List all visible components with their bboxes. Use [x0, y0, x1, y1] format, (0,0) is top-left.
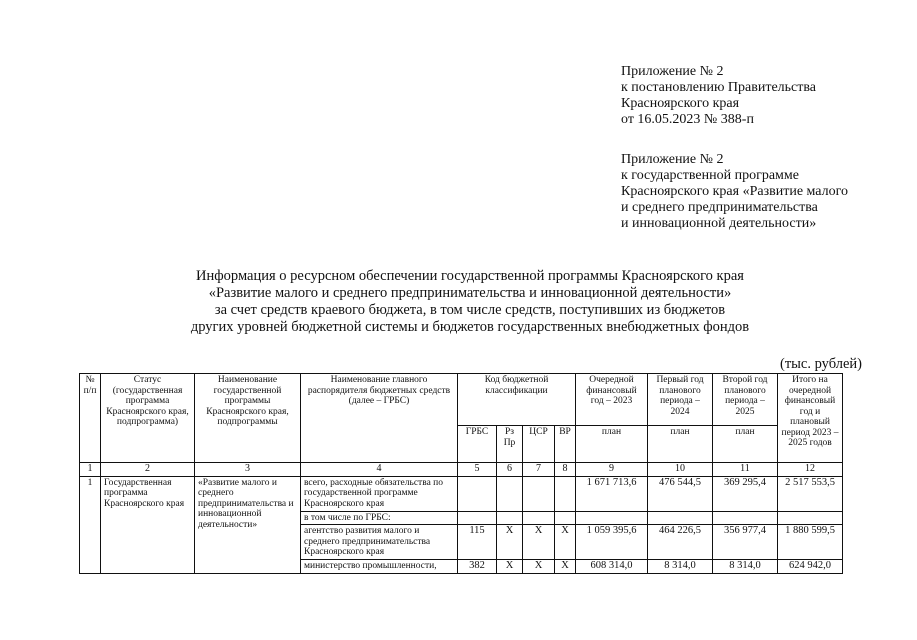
header-grbs-name: Наименование главного распорядителя бюджетных средств (далее – ГРБС): [301, 374, 458, 463]
approval-block-program: [621, 152, 848, 232]
row-program-name: «Развитие малого и среднего предпринимательства и инновационной деятельности»: [195, 476, 301, 573]
column-number: 12: [778, 463, 843, 477]
column-number: 10: [648, 463, 713, 477]
rzpr-cell: Х: [497, 525, 523, 560]
header-rzpr: Рз Пр: [497, 426, 523, 463]
value-total: 624 942,0: [778, 560, 843, 574]
csr-cell: [523, 476, 555, 511]
header-grbs: ГРБС: [458, 426, 497, 463]
column-number-row: [80, 463, 843, 477]
header-csr: ЦСР: [523, 426, 555, 463]
column-number: 3: [195, 463, 301, 477]
approval-line: Красноярского края «Развитие малого: [621, 184, 849, 199]
resource-table: [79, 373, 843, 574]
header-vr: ВР: [555, 426, 576, 463]
column-number: 2: [101, 463, 195, 477]
column-number: 7: [523, 463, 555, 477]
vr-cell: [555, 511, 576, 525]
grbs-name-cell: всего, расходные обязательства по государственной программе Красноярского края: [301, 476, 458, 511]
column-number: 1: [80, 463, 101, 477]
header-status: Статус (государственная программа Красноярского края, подпрограмма): [101, 374, 195, 463]
approval-line: и среднего предпринимательства: [621, 200, 818, 215]
approval-line: Приложение № 2: [621, 64, 724, 79]
row-status: Государственная программа Красноярского края: [101, 476, 195, 573]
vr-cell: Х: [555, 525, 576, 560]
grbs-cell: [458, 511, 497, 525]
grbs-name-cell: министерство промышленности,: [301, 560, 458, 574]
csr-cell: Х: [523, 560, 555, 574]
row-number: 1: [80, 476, 101, 573]
vr-cell: [555, 476, 576, 511]
header-plan: план: [713, 426, 778, 463]
value-2024: 464 226,5: [648, 525, 713, 560]
approval-line: и инновационной деятельности»: [621, 216, 817, 231]
grbs-name-cell: агентство развития малого и среднего предпринимательства Красноярского края: [301, 525, 458, 560]
value-2024: [648, 511, 713, 525]
value-2024: 476 544,5: [648, 476, 713, 511]
approval-line: к постановлению Правительства: [621, 80, 817, 95]
column-number: 11: [713, 463, 778, 477]
title-line: за счет средств краевого бюджета, в том числе средств, поступивших из бюджетов: [214, 302, 726, 318]
value-2024: 8 314,0: [648, 560, 713, 574]
header-row: [80, 374, 843, 426]
column-number: 4: [301, 463, 458, 477]
value-total: 2 517 553,5: [778, 476, 843, 511]
header-program-name: Наименование государственной программы Красноярского края, подпрограммы: [195, 374, 301, 463]
value-2023: 608 314,0: [576, 560, 648, 574]
title-line: Информация о ресурсном обеспечении государственной программы Красноярского края: [196, 268, 744, 284]
column-number: 8: [555, 463, 576, 477]
document-title: [150, 268, 790, 336]
value-2023: [576, 511, 648, 525]
approval-block-resolution: [621, 64, 816, 128]
value-total: 1 880 599,5: [778, 525, 843, 560]
rzpr-cell: Х: [497, 560, 523, 574]
rzpr-cell: [497, 511, 523, 525]
value-2023: 1 059 395,6: [576, 525, 648, 560]
column-number: 9: [576, 463, 648, 477]
approval-line: Приложение № 2: [621, 152, 724, 167]
approval-line: к государственной программе: [621, 168, 799, 183]
header-plan: план: [648, 426, 713, 463]
header-year-2024: Первый год планового периода – 2024: [648, 374, 713, 426]
grbs-cell: [458, 476, 497, 511]
column-number: 5: [458, 463, 497, 477]
header-year-2025: Второй год планового периода – 2025: [713, 374, 778, 426]
units-label: (тыс. рублей): [780, 356, 862, 372]
vr-cell: Х: [555, 560, 576, 574]
header-total: Итого на очередной финансовый год и плановый период 2023 – 2025 годов: [778, 374, 843, 463]
value-2025: 369 295,4: [713, 476, 778, 511]
value-2023: 1 671 713,6: [576, 476, 648, 511]
header-plan: план: [576, 426, 648, 463]
rzpr-cell: [497, 476, 523, 511]
header-num: № п/п: [80, 374, 101, 463]
csr-cell: [523, 511, 555, 525]
title-line: других уровней бюджетной системы и бюджетов государственных внебюджетных фондов: [190, 319, 750, 335]
grbs-cell: 115: [458, 525, 497, 560]
csr-cell: Х: [523, 525, 555, 560]
value-2025: [713, 511, 778, 525]
column-number: 6: [497, 463, 523, 477]
grbs-cell: 382: [458, 560, 497, 574]
header-year-2023: Очередной финансовый год – 2023: [576, 374, 648, 426]
value-2025: 8 314,0: [713, 560, 778, 574]
title-line: «Развитие малого и среднего предпринимательства и инновационной деятельности»: [208, 285, 732, 301]
value-total: [778, 511, 843, 525]
value-2025: 356 977,4: [713, 525, 778, 560]
table-row: [80, 476, 843, 511]
approval-line: от 16.05.2023 № 388-п: [621, 112, 754, 127]
grbs-name-cell: в том числе по ГРБС:: [301, 511, 458, 525]
header-budget-code: Код бюджетной классификации: [458, 374, 576, 426]
approval-line: Красноярского края: [621, 96, 740, 111]
